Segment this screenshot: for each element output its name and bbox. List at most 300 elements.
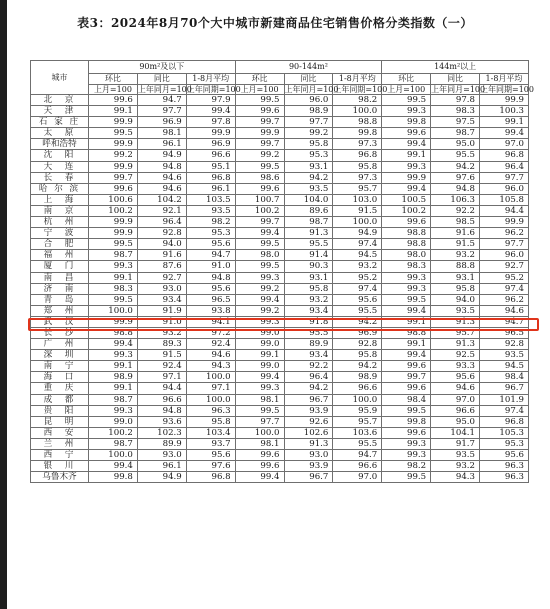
index-value: 95.2	[333, 272, 382, 283]
index-value: 99.5	[235, 261, 284, 272]
index-value: 98.4	[382, 394, 431, 405]
index-value: 96.3	[480, 472, 529, 483]
city-name: 郑 州	[31, 305, 89, 316]
index-value: 98.7	[284, 217, 333, 228]
index-value: 97.5	[431, 117, 480, 128]
index-value: 89.6	[284, 205, 333, 216]
base-header-yoy: 上年同月=100	[137, 84, 192, 94]
city-name: 济 南	[31, 283, 89, 294]
index-value: 97.7	[480, 239, 529, 250]
col-header-ytd: 1-8月平均	[480, 74, 529, 85]
index-value: 95.6	[186, 239, 235, 250]
index-value: 96.6	[333, 461, 382, 472]
index-value: 98.7	[431, 128, 480, 139]
table-row	[31, 205, 529, 216]
index-value: 99.6	[89, 95, 138, 106]
index-value: 103.6	[333, 427, 382, 438]
index-value: 101.9	[480, 394, 529, 405]
index-value: 99.4	[382, 350, 431, 361]
index-value: 97.6	[186, 461, 235, 472]
index-value: 99.3	[89, 405, 138, 416]
index-value: 99.3	[89, 350, 138, 361]
index-value: 96.5	[186, 294, 235, 305]
col-header-yoy: 同比	[431, 74, 480, 85]
index-value: 98.6	[235, 172, 284, 183]
index-value: 95.8	[284, 139, 333, 150]
index-value: 94.8	[137, 405, 186, 416]
index-value: 99.7	[235, 117, 284, 128]
index-value: 92.4	[137, 361, 186, 372]
index-value: 99.9	[235, 128, 284, 139]
index-value: 99.9	[480, 217, 529, 228]
index-value: 98.1	[235, 438, 284, 449]
index-value: 94.6	[480, 305, 529, 316]
table-row	[31, 117, 529, 128]
index-value: 94.2	[284, 383, 333, 394]
index-value: 98.2	[382, 461, 431, 472]
index-value: 97.0	[480, 139, 529, 150]
index-value: 89.9	[284, 339, 333, 350]
index-value: 95.6	[186, 283, 235, 294]
index-value: 96.5	[480, 327, 529, 338]
index-value: 99.2	[284, 128, 333, 139]
index-value: 99.6	[235, 106, 284, 117]
city-name: 南 京	[31, 205, 89, 216]
index-value: 99.3	[382, 161, 431, 172]
index-value: 91.8	[284, 316, 333, 327]
index-value: 99.3	[89, 261, 138, 272]
index-value: 94.3	[186, 361, 235, 372]
group-header-large: 144m²以上	[382, 61, 529, 74]
table-row	[31, 194, 529, 205]
index-value: 99.9	[89, 161, 138, 172]
index-value: 93.5	[480, 350, 529, 361]
index-value: 105.8	[480, 194, 529, 205]
index-value: 95.8	[333, 161, 382, 172]
index-value: 97.4	[333, 239, 382, 250]
index-value: 95.6	[186, 450, 235, 461]
city-name: 西 安	[31, 427, 89, 438]
index-value: 100.7	[235, 194, 284, 205]
index-value: 99.1	[480, 117, 529, 128]
index-value: 94.7	[186, 250, 235, 261]
index-value: 97.9	[186, 95, 235, 106]
table-row	[31, 217, 529, 228]
index-value: 96.8	[480, 150, 529, 161]
index-value: 95.8	[284, 283, 333, 294]
index-value: 100.6	[89, 194, 138, 205]
index-value: 94.8	[431, 183, 480, 194]
index-value: 99.9	[89, 228, 138, 239]
index-value: 94.7	[137, 95, 186, 106]
index-value: 91.3	[431, 339, 480, 350]
index-value: 99.9	[89, 316, 138, 327]
index-value: 99.9	[89, 117, 138, 128]
index-value: 94.8	[137, 161, 186, 172]
index-value: 99.3	[382, 106, 431, 117]
index-value: 98.2	[186, 217, 235, 228]
index-value: 104.1	[431, 427, 480, 438]
base-header-yoy: 上年同月=100	[284, 84, 339, 94]
city-name: 天 津	[31, 106, 89, 117]
index-value: 94.7	[480, 316, 529, 327]
city-name: 上 海	[31, 194, 89, 205]
index-value: 93.5	[284, 183, 333, 194]
index-value: 99.1	[89, 383, 138, 394]
index-value: 96.3	[480, 461, 529, 472]
index-value: 96.2	[480, 228, 529, 239]
col-header-yoy: 同比	[137, 74, 186, 85]
index-value: 96.6	[137, 394, 186, 405]
index-value: 99.7	[89, 172, 138, 183]
index-value: 93.2	[431, 461, 480, 472]
col-header-ytd: 1-8月平均	[186, 74, 235, 85]
index-value: 92.4	[186, 339, 235, 350]
index-value: 96.1	[186, 183, 235, 194]
index-value: 98.5	[431, 217, 480, 228]
index-value: 99.4	[235, 472, 284, 483]
table-row	[31, 461, 529, 472]
index-value: 99.5	[89, 294, 138, 305]
table-body	[31, 95, 529, 483]
index-value: 92.6	[284, 416, 333, 427]
index-value: 91.6	[431, 228, 480, 239]
index-value: 99.5	[89, 128, 138, 139]
table-row	[31, 405, 529, 416]
index-value: 99.9	[89, 217, 138, 228]
index-value: 93.9	[284, 461, 333, 472]
index-value: 99.3	[235, 316, 284, 327]
city-name: 深 圳	[31, 350, 89, 361]
index-value: 99.9	[480, 95, 529, 106]
index-value: 103.4	[186, 427, 235, 438]
index-value: 100.0	[235, 427, 284, 438]
index-value: 102.3	[137, 427, 186, 438]
city-name: 哈 尔 滨	[31, 183, 89, 194]
city-name: 西 宁	[31, 450, 89, 461]
index-value: 99.9	[382, 172, 431, 183]
index-value: 99.2	[235, 283, 284, 294]
index-value: 96.4	[137, 217, 186, 228]
index-value: 91.5	[333, 205, 382, 216]
index-value: 93.0	[137, 283, 186, 294]
index-value: 99.1	[89, 272, 138, 283]
index-value: 99.3	[382, 272, 431, 283]
index-value: 98.3	[382, 261, 431, 272]
index-value: 95.3	[480, 438, 529, 449]
index-value: 95.5	[333, 438, 382, 449]
index-value: 99.0	[235, 339, 284, 350]
index-value: 97.0	[333, 472, 382, 483]
table-row	[31, 427, 529, 438]
index-value: 100.3	[480, 106, 529, 117]
index-value: 98.7	[89, 438, 138, 449]
price-index-table	[30, 60, 534, 483]
table-row	[31, 261, 529, 272]
index-value: 99.6	[235, 450, 284, 461]
index-value: 91.5	[137, 350, 186, 361]
index-value: 93.1	[284, 161, 333, 172]
index-value: 94.6	[431, 383, 480, 394]
index-value: 96.7	[284, 394, 333, 405]
index-value: 94.4	[480, 205, 529, 216]
base-header-ytd: 上年同期=100	[333, 84, 388, 94]
table-row	[31, 128, 529, 139]
index-value: 95.2	[480, 272, 529, 283]
index-value: 97.2	[186, 327, 235, 338]
index-value: 94.2	[333, 361, 382, 372]
table-row	[31, 372, 529, 383]
index-value: 93.2	[431, 250, 480, 261]
city-name: 银 川	[31, 461, 89, 472]
index-value: 99.5	[382, 405, 431, 416]
index-value: 93.6	[137, 416, 186, 427]
index-value: 103.5	[186, 194, 235, 205]
index-value: 98.3	[431, 106, 480, 117]
index-value: 95.5	[333, 305, 382, 316]
index-value: 98.8	[89, 327, 138, 338]
city-name: 沈 阳	[31, 150, 89, 161]
index-value: 95.6	[431, 372, 480, 383]
index-value: 100.5	[382, 194, 431, 205]
index-value: 96.4	[480, 161, 529, 172]
index-value: 102.6	[284, 427, 333, 438]
index-value: 98.9	[89, 372, 138, 383]
group-header-small: 90m²及以下	[89, 61, 236, 74]
index-value: 91.9	[137, 305, 186, 316]
index-value: 96.4	[284, 372, 333, 383]
index-value: 94.4	[137, 383, 186, 394]
index-value: 94.2	[284, 172, 333, 183]
index-value: 94.1	[186, 316, 235, 327]
index-value: 100.0	[333, 217, 382, 228]
table-row	[31, 228, 529, 239]
index-value: 96.8	[186, 172, 235, 183]
table-row	[31, 283, 529, 294]
index-value: 98.9	[284, 106, 333, 117]
city-name: 重 庆	[31, 383, 89, 394]
index-value: 99.6	[235, 461, 284, 472]
index-value: 99.5	[382, 472, 431, 483]
index-value: 99.6	[235, 183, 284, 194]
city-column-header: 城市	[31, 61, 89, 95]
index-value: 99.6	[382, 427, 431, 438]
index-value: 94.8	[186, 272, 235, 283]
index-value: 91.4	[284, 250, 333, 261]
index-value: 98.8	[382, 327, 431, 338]
index-value: 98.0	[382, 250, 431, 261]
index-value: 99.4	[186, 106, 235, 117]
city-name: 青 岛	[31, 294, 89, 305]
index-value: 92.8	[333, 339, 382, 350]
index-value: 92.7	[480, 261, 529, 272]
index-value: 96.6	[333, 383, 382, 394]
index-value: 103.0	[333, 194, 382, 205]
index-value: 94.5	[480, 361, 529, 372]
index-value: 99.0	[89, 416, 138, 427]
index-value: 93.4	[284, 305, 333, 316]
index-value: 95.0	[431, 416, 480, 427]
index-value: 96.0	[480, 183, 529, 194]
city-name: 太 原	[31, 128, 89, 139]
index-value: 91.7	[431, 438, 480, 449]
city-name: 杭 州	[31, 217, 89, 228]
table-row	[31, 394, 529, 405]
index-value: 91.0	[137, 316, 186, 327]
index-value: 95.5	[284, 239, 333, 250]
index-value: 98.2	[333, 95, 382, 106]
index-value: 91.5	[431, 239, 480, 250]
index-value: 99.5	[382, 294, 431, 305]
base-header-ytd: 上年同期=100	[186, 84, 241, 94]
index-value: 96.3	[186, 405, 235, 416]
index-value: 88.8	[431, 261, 480, 272]
base-header-mom: 上月=100	[235, 84, 284, 95]
base-header-ytd: 上年同期=100	[480, 84, 534, 94]
index-value: 96.6	[186, 150, 235, 161]
index-value: 99.8	[89, 472, 138, 483]
index-value: 100.0	[89, 450, 138, 461]
table-row	[31, 95, 529, 106]
index-value: 100.0	[89, 305, 138, 316]
index-value: 97.7	[284, 117, 333, 128]
index-value: 93.4	[284, 350, 333, 361]
table-row	[31, 339, 529, 350]
city-name: 呼和浩特	[31, 139, 89, 150]
city-name: 海 口	[31, 372, 89, 383]
index-value: 99.6	[382, 217, 431, 228]
index-value: 97.7	[235, 416, 284, 427]
index-value: 100.0	[333, 394, 382, 405]
index-value: 100.0	[186, 394, 235, 405]
table-row	[31, 272, 529, 283]
index-value: 99.1	[382, 339, 431, 350]
index-value: 99.4	[382, 139, 431, 150]
index-value: 95.8	[333, 350, 382, 361]
index-value: 96.9	[333, 327, 382, 338]
index-value: 97.7	[137, 106, 186, 117]
index-value: 93.2	[137, 327, 186, 338]
city-name: 宁 波	[31, 228, 89, 239]
index-value: 93.3	[431, 361, 480, 372]
index-value: 104.2	[137, 194, 186, 205]
table-row	[31, 361, 529, 372]
index-value: 91.3	[284, 438, 333, 449]
index-value: 99.3	[382, 283, 431, 294]
index-value: 99.9	[89, 139, 138, 150]
index-value: 99.3	[235, 272, 284, 283]
index-value: 104.0	[284, 194, 333, 205]
index-value: 96.8	[186, 472, 235, 483]
city-name: 乌鲁木齐	[31, 472, 89, 483]
base-header-mom: 上月=100	[89, 84, 138, 95]
table-row	[31, 305, 529, 316]
city-name: 南 宁	[31, 361, 89, 372]
index-value: 93.9	[284, 405, 333, 416]
index-value: 92.8	[137, 228, 186, 239]
index-value: 99.4	[235, 372, 284, 383]
table-row	[31, 106, 529, 117]
index-value: 99.0	[235, 327, 284, 338]
index-value: 97.4	[480, 405, 529, 416]
city-name: 南 昌	[31, 272, 89, 283]
index-value: 95.7	[431, 327, 480, 338]
table-row	[31, 139, 529, 150]
index-value: 92.5	[431, 350, 480, 361]
index-value: 97.3	[333, 172, 382, 183]
index-value: 99.9	[186, 128, 235, 139]
index-value: 96.1	[137, 139, 186, 150]
index-value: 98.4	[480, 372, 529, 383]
index-value: 93.7	[186, 438, 235, 449]
index-value: 98.7	[89, 250, 138, 261]
index-value: 92.1	[137, 205, 186, 216]
index-value: 96.8	[480, 416, 529, 427]
city-name: 武 汉	[31, 316, 89, 327]
index-value: 90.3	[284, 261, 333, 272]
index-value: 97.0	[431, 394, 480, 405]
city-name: 广 州	[31, 339, 89, 350]
index-value: 95.1	[186, 161, 235, 172]
index-value: 99.1	[89, 361, 138, 372]
index-value: 98.1	[137, 128, 186, 139]
table-row	[31, 239, 529, 250]
index-value: 89.3	[137, 339, 186, 350]
index-value: 95.5	[284, 327, 333, 338]
index-value: 95.7	[333, 416, 382, 427]
index-value: 99.4	[89, 461, 138, 472]
index-value: 99.4	[89, 339, 138, 350]
index-value: 96.8	[333, 150, 382, 161]
index-value: 94.7	[333, 450, 382, 461]
index-value: 99.8	[382, 416, 431, 427]
index-value: 95.5	[431, 150, 480, 161]
index-value: 96.0	[480, 250, 529, 261]
index-value: 91.6	[137, 250, 186, 261]
index-value: 99.4	[382, 183, 431, 194]
index-value: 96.7	[284, 472, 333, 483]
city-name: 合 肥	[31, 239, 89, 250]
city-name: 兰 州	[31, 438, 89, 449]
index-value: 97.6	[431, 172, 480, 183]
city-name: 北 京	[31, 95, 89, 106]
index-value: 99.1	[89, 106, 138, 117]
index-value: 99.3	[382, 450, 431, 461]
index-value: 100.2	[235, 205, 284, 216]
index-value: 94.0	[431, 294, 480, 305]
index-value: 99.5	[235, 161, 284, 172]
index-value: 96.7	[480, 383, 529, 394]
index-value: 92.2	[431, 205, 480, 216]
index-value: 95.9	[333, 405, 382, 416]
index-value: 92.2	[284, 361, 333, 372]
table-row	[31, 350, 529, 361]
index-value: 98.0	[235, 250, 284, 261]
table-row	[31, 383, 529, 394]
index-value: 97.8	[186, 117, 235, 128]
index-value: 99.3	[235, 383, 284, 394]
index-value: 94.0	[137, 239, 186, 250]
index-value: 93.5	[431, 305, 480, 316]
col-header-mom: 环比	[89, 74, 138, 85]
index-value: 99.2	[235, 305, 284, 316]
index-value: 98.8	[333, 117, 382, 128]
index-value: 93.5	[186, 205, 235, 216]
table-row	[31, 438, 529, 449]
index-value: 97.8	[431, 95, 480, 106]
city-name: 长 春	[31, 172, 89, 183]
index-value: 97.1	[137, 372, 186, 383]
